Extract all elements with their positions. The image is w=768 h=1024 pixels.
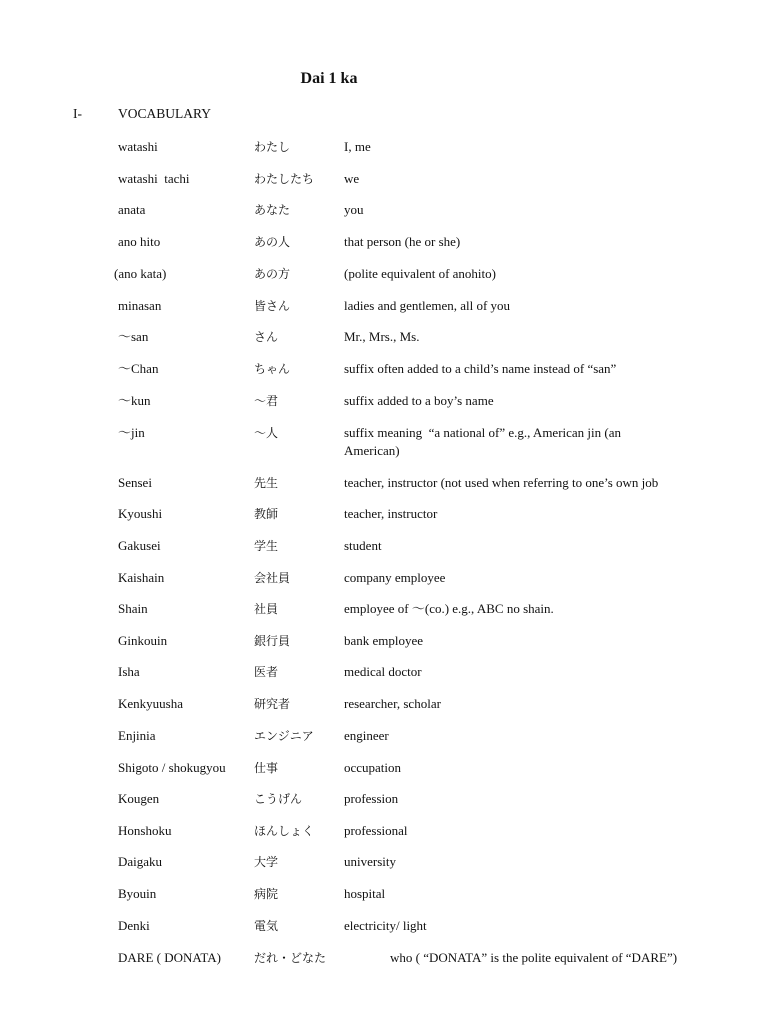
romaji-term: Kaishain	[118, 570, 165, 585]
japanese-term: 銀行員	[254, 634, 291, 648]
romaji-term: Byouin	[118, 886, 157, 901]
english-meaning: occupation	[344, 760, 402, 775]
romaji-term: DARE ( DONATA)	[118, 950, 221, 965]
japanese-term: あなた	[254, 203, 291, 217]
romaji-term: Ginkouin	[118, 633, 168, 648]
romaji-term: Shain	[118, 601, 148, 616]
romaji-term: ～kun	[118, 393, 151, 408]
romaji-term: Isha	[118, 664, 140, 679]
section-number: I-	[73, 106, 82, 121]
japanese-term: わたし	[254, 140, 291, 154]
romaji-term: Sensei	[118, 475, 152, 490]
english-meaning: company employee	[344, 570, 446, 585]
english-meaning: profession	[344, 791, 399, 806]
section-title: VOCABULARY	[118, 106, 212, 121]
japanese-term: あの人	[254, 235, 291, 249]
romaji-term: Shigoto / shokugyou	[118, 760, 226, 775]
japanese-term: さん	[254, 330, 279, 344]
romaji-term: ～jin	[118, 425, 145, 440]
romaji-term: ～san	[118, 329, 149, 344]
english-meaning: engineer	[344, 728, 389, 743]
english-meaning: Mr., Mrs., Ms.	[344, 329, 420, 344]
english-meaning: teacher, instructor (not used when referring to one’s own job	[344, 475, 659, 490]
japanese-term: 社員	[254, 602, 279, 616]
romaji-term: Gakusei	[118, 538, 161, 553]
english-meaning: teacher, instructor	[344, 506, 438, 521]
japanese-term: こうげん	[254, 792, 303, 806]
english-meaning: researcher, scholar	[344, 696, 441, 711]
romaji-term: Kenkyuusha	[118, 696, 183, 711]
english-meaning: student	[344, 538, 382, 553]
english-meaning: university	[344, 854, 396, 869]
english-meaning: you	[344, 202, 364, 217]
english-meaning: that person (he or she)	[344, 234, 461, 249]
romaji-term: Honshoku	[118, 823, 172, 838]
japanese-term: 先生	[254, 476, 279, 490]
english-meaning: we	[344, 171, 360, 186]
japanese-term: 電気	[254, 919, 279, 933]
japanese-term: 医者	[254, 665, 279, 679]
english-meaning: hospital	[344, 886, 386, 901]
japanese-term: 仕事	[254, 761, 279, 775]
japanese-term: 大学	[254, 855, 279, 869]
english-meaning: suffix added to a boy’s name	[344, 393, 494, 408]
japanese-term: ～君	[254, 394, 279, 408]
japanese-term: 研究者	[254, 697, 291, 711]
japanese-term: ～人	[254, 426, 279, 440]
romaji-term: Kougen	[118, 791, 160, 806]
english-meaning: ladies and gentlemen, all of you	[344, 298, 511, 313]
japanese-term: あの方	[254, 267, 291, 281]
romaji-term: watashi tachi	[118, 171, 190, 186]
english-meaning: suffix meaning “a national of” e.g., American jin (an American)	[344, 425, 624, 458]
english-meaning: professional	[344, 823, 408, 838]
romaji-term: (ano kata)	[114, 266, 167, 281]
japanese-term: 病院	[254, 887, 279, 901]
romaji-term: Kyoushi	[118, 506, 163, 521]
japanese-term: 教師	[254, 507, 279, 521]
japanese-term: ほんしょく	[254, 824, 315, 838]
japanese-term: 会社員	[254, 571, 291, 585]
english-meaning: electricity/ light	[344, 918, 427, 933]
japanese-term: わたしたち	[254, 172, 315, 186]
english-meaning: I, me	[344, 139, 371, 154]
japanese-term: 学生	[254, 539, 279, 553]
english-meaning: employee of ～(co.) e.g., ABC no shain.	[344, 601, 554, 616]
romaji-term: ～Chan	[118, 361, 159, 376]
romaji-term: Enjinia	[118, 728, 156, 743]
page-title: Dai 1 ka	[300, 70, 358, 87]
romaji-term: minasan	[118, 298, 162, 313]
english-meaning: who ( “DONATA” is the polite equivalent of “DARE”)	[390, 950, 678, 965]
english-meaning: bank employee	[344, 633, 424, 648]
japanese-term: 皆さん	[254, 299, 291, 313]
romaji-term: Daigaku	[118, 854, 163, 869]
romaji-term: Denki	[118, 918, 150, 933]
english-meaning: (polite equivalent of anohito)	[344, 266, 496, 281]
japanese-term: だれ・どなた	[254, 951, 327, 965]
japanese-term: ちゃん	[254, 362, 291, 376]
japanese-term: エンジニア	[254, 729, 314, 743]
romaji-term: anata	[118, 202, 146, 217]
romaji-term: ano hito	[118, 234, 161, 249]
english-meaning: suffix often added to a child’s name instead of “san”	[344, 361, 617, 376]
romaji-term: watashi	[118, 139, 158, 154]
english-meaning: medical doctor	[344, 664, 422, 679]
